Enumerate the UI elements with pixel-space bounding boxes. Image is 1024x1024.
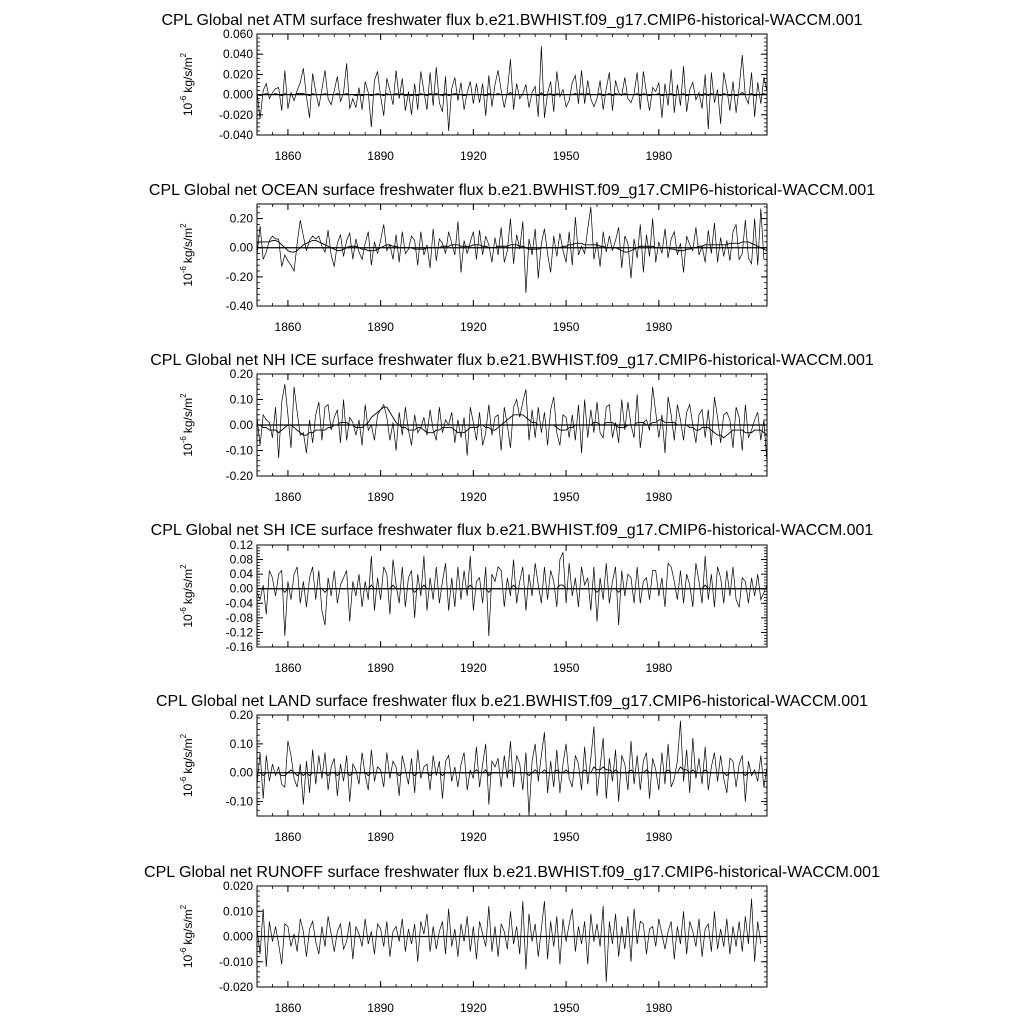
chart-title: CPL Global net LAND surface freshwater flux b.e21.BWHIST.f09_g17.CMIP6-historical-WACCM.001 (156, 693, 868, 710)
y-axis-label (179, 223, 195, 287)
y-axis-label-base: 10 (181, 102, 195, 117)
x-tick-label: 1980 (645, 1001, 673, 1015)
x-tick-label: 1860 (274, 830, 302, 844)
y-axis-label-exponent: -6 (179, 436, 188, 444)
chart-panel-5 (156, 693, 868, 844)
y-tick-label: -0.020 (218, 980, 253, 994)
x-tick-label: 1920 (460, 149, 487, 163)
y-tick-label: 0.04 (229, 567, 253, 582)
chart-panel-4 (151, 522, 874, 675)
y-axis-label-base: 10 (181, 954, 195, 969)
y-tick-label: 0.08 (229, 552, 253, 567)
x-tick-label: 1890 (367, 149, 394, 163)
y-axis-label-exponent: -6 (179, 947, 188, 955)
x-tick-label: 1920 (460, 490, 487, 504)
x-tick-label: 1890 (367, 320, 394, 334)
series-line-annual (257, 552, 767, 636)
chart-panel-1 (161, 12, 862, 163)
y-tick-label: -0.10 (225, 443, 253, 458)
chart-panel-6 (144, 864, 880, 1015)
x-tick-label: 1890 (367, 1001, 394, 1015)
x-tick-label: 1890 (367, 661, 394, 675)
y-tick-label: -0.040 (218, 128, 253, 142)
y-axis-label-base: 10 (181, 443, 195, 457)
chart-title: CPL Global net RUNOFF surface freshwater flux b.e21.BWHIST.f09_g17.CMIP6-historical-WACCM.001 (144, 864, 880, 881)
x-tick-label: 1920 (460, 830, 487, 844)
y-axis-label-unit: kg/s/m (181, 57, 195, 93)
x-tick-label: 1980 (645, 320, 673, 334)
x-tick-label: 1860 (274, 1001, 302, 1015)
y-tick-label: 0.00 (229, 240, 253, 255)
y-tick-label: 0.00 (229, 418, 253, 432)
y-tick-label: 0.040 (222, 47, 253, 62)
x-tick-label: 1980 (645, 149, 673, 163)
chart-panel-3 (150, 352, 874, 504)
series-line-annual (257, 46, 776, 131)
x-tick-label: 1950 (552, 830, 580, 844)
y-tick-label: 0.000 (222, 87, 253, 102)
x-tick-label: 1920 (460, 320, 487, 334)
y-axis-label-unit: kg/s/m (181, 909, 195, 945)
chart-title: CPL Global net NH ICE surface freshwater flux b.e21.BWHIST.f09_g17.CMIP6-historical-WACCM.001 (150, 352, 874, 369)
y-tick-label: -0.40 (225, 299, 253, 313)
series-line-annual (257, 899, 761, 982)
y-tick-label: -0.04 (225, 596, 253, 611)
x-tick-label: 1950 (552, 490, 580, 504)
series-line-annual (257, 207, 764, 293)
x-tick-label: 1860 (274, 320, 302, 334)
y-axis-label-exponent: -6 (179, 266, 188, 274)
y-axis-label-exponent: -6 (179, 607, 188, 615)
y-axis-label-unit-exponent: 2 (179, 904, 188, 910)
y-tick-label: -0.12 (225, 625, 253, 640)
plot-frame (257, 204, 767, 306)
x-tick-label: 1950 (552, 149, 580, 163)
chart-title: CPL Global net ATM surface freshwater flux b.e21.BWHIST.f09_g17.CMIP6-historical-WACCM.001 (161, 12, 863, 29)
x-tick-label: 1920 (460, 1001, 487, 1015)
x-tick-label: 1860 (274, 490, 302, 504)
y-tick-label: 0.10 (229, 392, 253, 407)
x-tick-label: 1920 (460, 661, 487, 675)
y-tick-label: 0.010 (222, 904, 253, 919)
y-tick-label: 0.20 (229, 367, 253, 381)
y-tick-label: -0.10 (225, 794, 253, 809)
y-axis-label (179, 393, 195, 457)
x-tick-label: 1890 (367, 490, 394, 504)
y-tick-label: 0.00 (229, 581, 253, 596)
y-axis-label-exponent: -6 (179, 776, 188, 784)
y-axis-label-unit-exponent: 2 (179, 393, 188, 398)
series-line-running-mean (257, 767, 770, 776)
y-axis-label-unit: kg/s/m (181, 227, 195, 264)
x-tick-label: 1950 (552, 320, 580, 334)
y-tick-label: -0.20 (225, 469, 253, 483)
y-tick-label: -0.20 (225, 269, 253, 284)
y-tick-label: 0.060 (222, 27, 253, 41)
y-tick-label: -0.020 (218, 107, 253, 122)
chart-title: CPL Global net OCEAN surface freshwater flux b.e21.BWHIST.f09_g17.CMIP6-historical-WACCM.001 (148, 182, 876, 199)
x-tick-label: 1980 (645, 661, 673, 675)
y-axis-label (179, 733, 195, 797)
x-tick-label: 1950 (552, 1001, 580, 1015)
y-axis-label-unit: kg/s/m (181, 397, 195, 434)
x-tick-label: 1950 (552, 661, 580, 675)
y-axis-label (179, 904, 195, 968)
y-axis-label-base: 10 (181, 783, 195, 798)
chart-panel-2 (149, 182, 875, 334)
y-tick-label: -0.08 (225, 610, 253, 625)
x-tick-label: 1860 (274, 149, 302, 163)
y-axis-label-unit-exponent: 2 (179, 733, 188, 739)
plot-frame (257, 545, 767, 647)
y-tick-label: 0.20 (229, 211, 253, 226)
y-axis-label (179, 52, 195, 116)
y-axis-label-base: 10 (181, 273, 195, 287)
x-tick-label: 1980 (645, 490, 673, 504)
y-tick-label: 0.10 (229, 736, 253, 751)
y-tick-label: -0.010 (218, 954, 253, 969)
x-tick-label: 1890 (367, 830, 394, 844)
x-tick-label: 1980 (645, 830, 673, 844)
chart-title: CPL Global net SH ICE surface freshwater flux b.e21.BWHIST.f09_g17.CMIP6-historical-WACCM.001 (150, 522, 874, 539)
y-axis-label-base: 10 (181, 614, 195, 628)
y-axis-label-unit-exponent: 2 (179, 223, 188, 228)
y-axis-label-exponent: -6 (179, 95, 188, 103)
x-tick-label: 1860 (274, 661, 302, 675)
y-tick-label: -0.16 (225, 640, 253, 654)
y-axis-label-unit: kg/s/m (181, 738, 195, 774)
y-tick-label: 0.20 (229, 708, 253, 722)
y-tick-label: 0.020 (222, 67, 253, 82)
y-tick-label: 0.000 (222, 929, 253, 944)
y-axis-label (179, 564, 195, 628)
y-tick-label: 0.020 (222, 879, 253, 893)
y-axis-label-unit-exponent: 2 (179, 564, 188, 569)
y-axis-label-unit-exponent: 2 (179, 52, 188, 58)
y-tick-label: 0.00 (229, 765, 253, 780)
series-line-annual (257, 721, 770, 816)
y-tick-label: 0.12 (229, 538, 253, 552)
y-axis-label-unit: kg/s/m (181, 568, 195, 605)
